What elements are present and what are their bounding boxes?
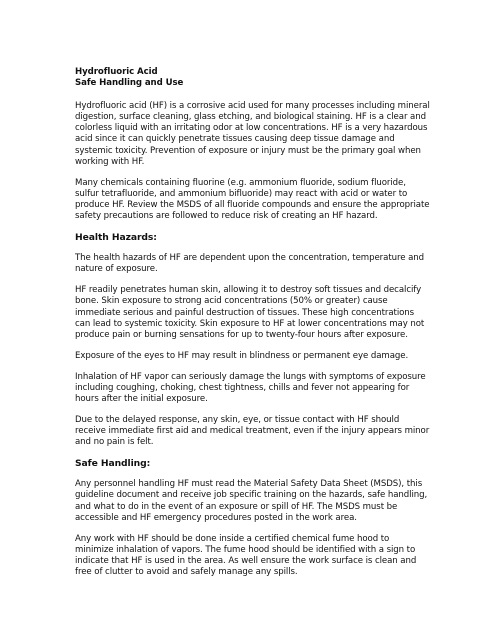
- health-hazards-heading: Health Hazards:: [75, 232, 157, 244]
- intro-paragraph: Many chemicals containing fluorine (e.g. ammonium fluoride, sodium fluoride, sulfur tetrafluoride, and ammonium bifluoride) may react with acid or water to produce HF. Review the MSDS of all fluoride compounds and ensure the appropriate safety precautions are followed to reduce risk of creating an HF hazard.: [75, 177, 430, 222]
- health-hazards-paragraph: Due to the delayed response, any skin, eye, or tissue contact with HF should receive immediate first aid and medical treatment, even if the injury appears minor and no pain is felt.: [75, 414, 430, 448]
- safe-handling-paragraph: Any work with HF should be done inside a certified chemical fume hood to minimize inhalation of vapors. The fume hood should be identified with a sign to indicate that HF is used in the area. As well ensure the work surface is clean and free of clutter to avoid and safely manage any spills.: [75, 533, 417, 578]
- health-hazards-paragraph: Inhalation of HF vapor can seriously damage the lungs with symptoms of exposure including coughing, choking, chest tightness, chills and fever not appearing for hours after the initial exposure.: [75, 371, 426, 405]
- health-hazards-paragraph: HF readily penetrates human skin, allowing it to destroy soft tissues and decalcify bone. Skin exposure to strong acid concentrations (50% or greater) cause immediate serious and painful destruction of tissues. These high concentrations can lead to systemic toxicity. Skin exposure to HF at lower concentrations may not produce pain or burning sensations for up to twenty-four hours after exposure.: [75, 285, 425, 341]
- document-title: Hydrofluoric Acid: [75, 67, 158, 77]
- health-hazards-paragraph: Exposure of the eyes to HF may result in blindness or permanent eye damage.: [75, 350, 409, 361]
- document-subtitle: Safe Handling and Use: [75, 78, 184, 89]
- intro-paragraph: Hydrofluoric acid (HF) is a corrosive acid used for many processes including mineral digestion, surface cleaning, glass etching, and biological staining. HF is a clear and colorless liquid with an irritating odor at low concentrations. HF is a very hazardous acid since it can quickly penetrate tissues causing deep tissue damage and systemic toxicity. Prevention of exposure or injury must be the primary goal when working with HF.: [75, 100, 430, 167]
- safe-handling-paragraph: Any personnel handling HF must read the Material Safety Data Sheet (MSDS), this guideline document and receive job specific training on the hazards, safe handling, and what to do in the event of an exposure or spill of HF. The MSDS must be accessible and HF emergency procedures posted in the work area.: [75, 479, 428, 523]
- safe-handling-heading: Safe Handling:: [75, 458, 151, 470]
- health-hazards-paragraph: The health hazards of HF are dependent upon the concentration, temperature and nature of exposure.: [75, 253, 425, 275]
- title-block: [75, 67, 430, 90]
- document-page: [75, 67, 430, 588]
